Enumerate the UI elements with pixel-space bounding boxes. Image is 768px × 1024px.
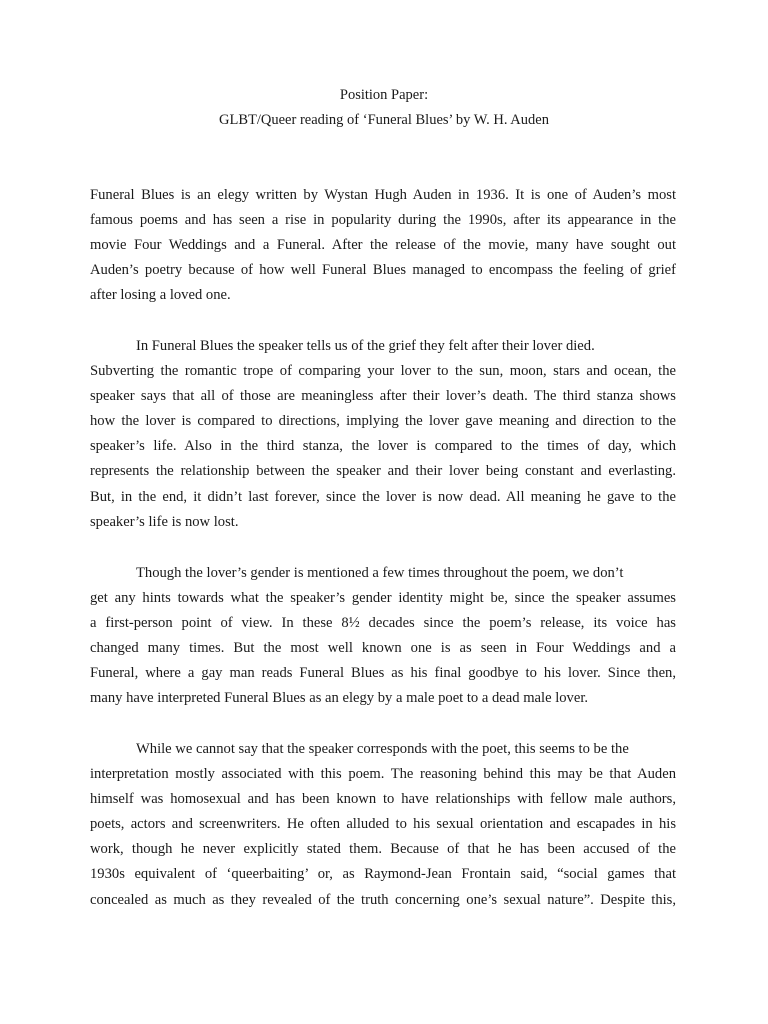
paragraph-line: represents the relationship between the speaker and their lover being constant and everlasting. [90,463,676,480]
paragraph-line: movie Four Weddings and a Funeral. After the release of the movie, many have sought out [90,237,676,254]
paragraph-line: concealed as much as they revealed of the truth concerning one’s sexual nature”. Despite this, [90,891,676,908]
paragraph-line: speaker’s life. Also in the third stanza, the lover is compared to the times of day, which [90,438,676,455]
paragraph-line: poets, actors and screenwriters. He often alluded to his sexual orientation and escapades in his [90,816,676,833]
paragraph-line: many have interpreted Funeral Blues as an elegy by a male poet to a dead male lover. [90,690,589,707]
document-heading: Position Paper: [339,87,429,103]
paragraph-line: himself was homosexual and has been known to have relationships with fellow male authors, [90,791,676,808]
document-title: GLBT/Queer reading of ‘Funeral Blues’ by W. H. Auden [219,112,549,128]
paragraph-line: interpretation mostly associated with this poem. The reasoning behind this may be that Auden [90,766,676,783]
paragraph-line: Though the lover’s gender is mentioned a few times throughout the poem, we don’t [136,565,624,581]
paragraph-line: Funeral, where a gay man reads Funeral Blues as his final goodbye to his lover. Since then, [90,665,676,682]
paragraph-line: how the lover is compared to directions, implying the lover gave meaning and direction to the [90,413,676,430]
paragraph-line: work, though he never explicitly stated them. Because of that he has been accused of the [90,841,676,858]
paragraph-line: But, in the end, it didn’t last forever, since the lover is now dead. All meaning he gave to the [90,488,676,505]
paragraph-line: after losing a loved one. [90,287,231,304]
paragraph-line: Funeral Blues is an elegy written by Wystan Hugh Auden in 1936. It is one of Auden’s most [90,187,676,203]
paragraph-line: changed many times. But the most well known one is as seen in Four Weddings and a [90,640,676,657]
paragraph-2 [90,334,676,535]
paragraph-line: famous poems and has seen a rise in popularity during the 1990s, after its appearance in the [90,212,676,229]
paragraph-line: 1930s equivalent of ‘queerbaiting’ or, as Raymond-Jean Frontain said, “social games that [90,866,676,883]
paragraph-4 [90,737,676,913]
paragraph-3 [90,561,676,712]
paragraph-1 [90,183,676,308]
paragraph-line: While we cannot say that the speaker corresponds with the poet, this seems to be the [136,741,629,757]
paragraph-line: Subverting the romantic trope of comparing your lover to the sun, moon, stars and ocean, the [90,363,676,380]
paragraph-line: get any hints towards what the speaker’s gender identity might be, since the speaker assumes [90,590,676,607]
paragraph-line: speaker’s life is now lost. [90,513,239,530]
paragraph-line: Auden’s poetry because of how well Funeral Blues managed to encompass the feeling of grief [90,262,676,279]
paragraph-line: In Funeral Blues the speaker tells us of the grief they felt after their lover died. [136,338,595,354]
paragraph-line: a first-person point of view. In these 8½ decades since the poem’s release, its voice has [90,615,676,632]
paragraph-line: speaker says that all of those are meaningless after their lover’s death. The third stanza shows [90,388,676,405]
